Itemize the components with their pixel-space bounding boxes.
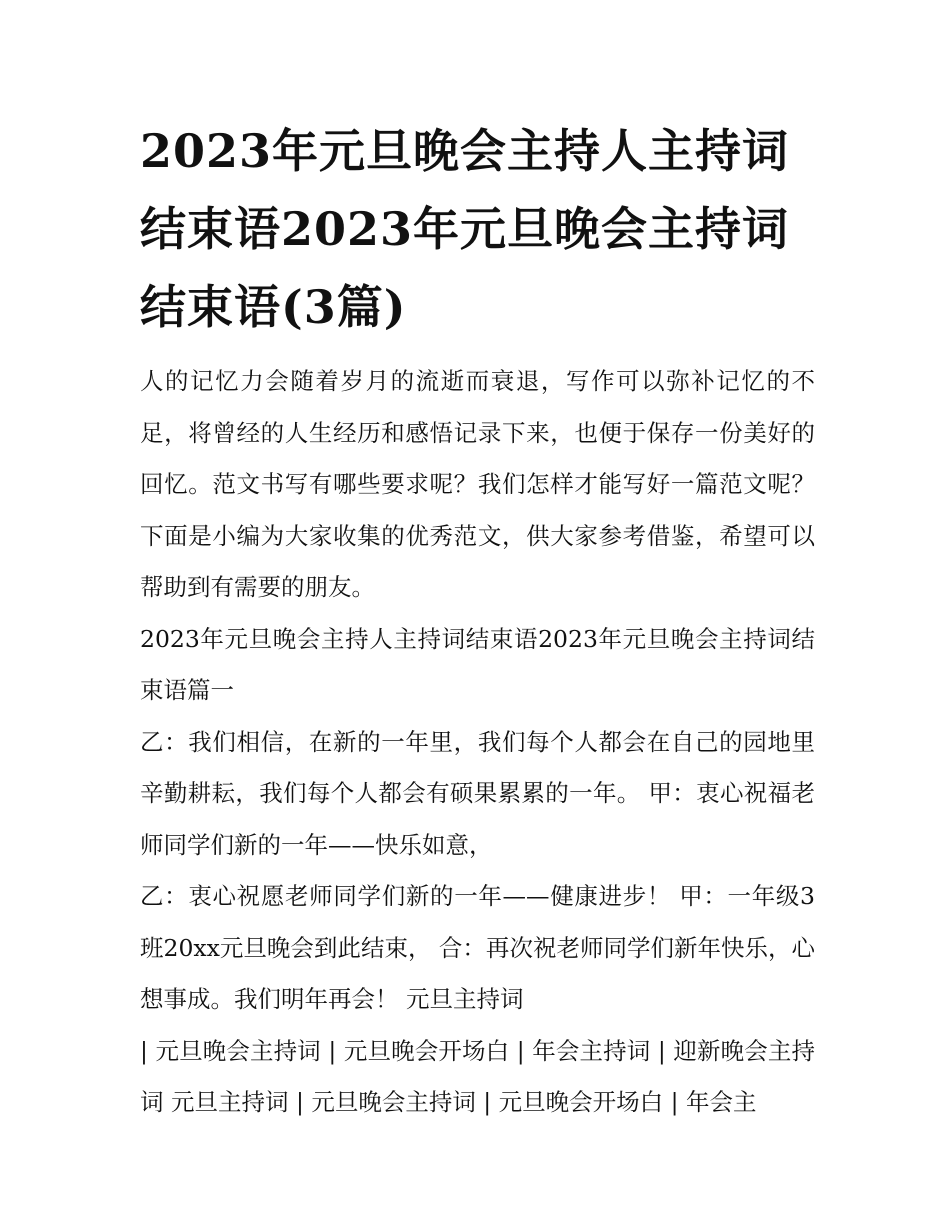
document-title: 2023年元旦晚会主持人主持词结束语2023年元旦晚会主持词结束语(3篇): [140, 124, 790, 334]
intro-paragraph: 人的记忆力会随着岁月的流逝而衰退，写作可以弥补记忆的不足，将曾经的人生经历和感悟记录下来，也便于保存一份美好的回忆。范文书写有哪些要求呢？我们怎样才能写好一篇范文呢？下面是小编为大家收集的优秀范文，供大家参考借鉴，希望可以帮助到有需要的朋友。: [140, 367, 815, 601]
related-links-paragraph: | 元旦晚会主持词 | 元旦晚会开场白 | 年会主持词 | 迎新晚会主持词 元旦主持词 | 元旦晚会主持词 | 元旦晚会开场白 | 年会主: [140, 1036, 815, 1116]
document-page: [140, 112, 815, 1129]
section-heading: 2023年元旦晚会主持人主持词结束语2023年元旦晚会主持词结束语篇一: [140, 624, 815, 704]
body-paragraph: 乙：衷心祝愿老师同学们新的一年——健康进步！ 甲：一年级3班20xx元旦晚会到此结束， 合：再次祝老师同学们新年快乐，心想事成。我们明年再会！ 元旦主持词: [140, 882, 815, 1013]
body-paragraph: 乙：我们相信，在新的一年里，我们每个人都会在自己的园地里辛勤耕耘，我们每个人都会有硕果累累的一年。 甲：衷心祝福老师同学们新的一年——快乐如意，: [140, 727, 815, 859]
